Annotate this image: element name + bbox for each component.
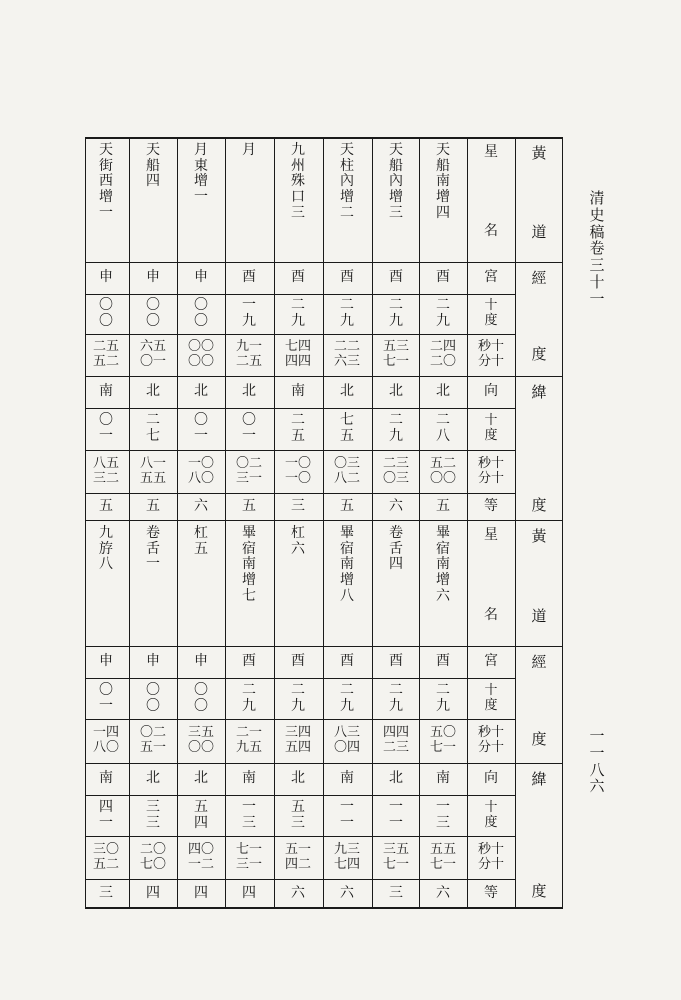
direction-cell: 南 — [99, 770, 113, 787]
direction-cell: 北 — [194, 770, 208, 787]
gong-cell: 申 — [194, 269, 208, 286]
magnitude-cell: 五 — [99, 497, 113, 514]
lat-degree-cell: 五 三 — [291, 798, 305, 831]
label-gong: 宮 — [484, 653, 498, 670]
lat-degree-cell: 二 五 — [291, 412, 305, 444]
label-deng: 等 — [484, 497, 498, 514]
label-wdu: 十 度 — [484, 413, 498, 443]
star-name-cell: 卷 舌 一 — [146, 525, 160, 573]
gong-cell: 酉 — [340, 269, 354, 286]
header-wei: 緯 — [531, 770, 547, 788]
magnitude-cell: 五 — [242, 497, 256, 514]
label-fm: 秒 分 十 十 — [477, 339, 505, 369]
gong-cell: 申 — [99, 269, 113, 286]
lon-degree-cell: 二 九 — [340, 681, 354, 714]
lat-minsec-cell: 五 七 五 一 — [429, 841, 457, 872]
magnitude-cell: 六 — [194, 497, 208, 514]
lat-minsec-cell: 〇 三 二 一 — [235, 455, 263, 486]
star-name-cell: 畢 宿 南 增 六 — [436, 525, 450, 604]
lon-minsec-cell: 四 二 四 三 — [382, 725, 410, 755]
lon-minsec-cell: 九 二 一 五 — [235, 339, 263, 369]
lon-minsec-cell: 二 二 四 〇 — [429, 339, 457, 369]
lon-degree-cell: 二 九 — [340, 297, 354, 329]
gong-cell: 酉 — [436, 269, 450, 286]
lat-degree-cell: 五 四 — [194, 798, 208, 831]
star-name-cell: 畢 宿 南 增 八 — [340, 525, 354, 604]
lon-minsec-cell: 〇 〇 〇 〇 — [187, 339, 215, 369]
label-wdu: 十 度 — [484, 799, 498, 830]
lon-degree-cell: 〇 〇 — [99, 297, 113, 329]
lon-minsec-cell: 一 八 四 〇 — [92, 725, 120, 755]
lon-minsec-cell: 七 四 四 四 — [284, 339, 312, 369]
lat-degree-cell: 一 三 — [436, 798, 450, 831]
page-number: 一 一 八 六 — [589, 727, 605, 796]
star-name-cell: 天 柱 內 增 二 — [340, 142, 354, 221]
lat-degree-cell: 二 八 — [436, 412, 450, 444]
lat-minsec-cell: 四 一 〇 二 — [187, 841, 215, 872]
margin-title: 清 史 稿 卷 三 十 一 — [589, 189, 605, 308]
star-name-cell: 卷 舌 四 — [389, 525, 403, 573]
direction-cell: 南 — [436, 770, 450, 787]
lon-degree-cell: 〇 〇 — [146, 681, 160, 714]
header-jing: 經 — [531, 653, 547, 671]
magnitude-cell: 六 — [436, 884, 450, 901]
magnitude-cell: 三 — [99, 884, 113, 901]
lon-degree-cell: 二 九 — [242, 681, 256, 714]
direction-cell: 北 — [242, 383, 256, 400]
star-name-cell: 天 船 內 增 三 — [389, 142, 403, 221]
lat-minsec-cell: 二 七 〇 〇 — [139, 841, 167, 872]
label-du: 十 度 — [484, 682, 498, 713]
lat-minsec-cell: 〇 八 三 二 — [333, 455, 361, 486]
direction-cell: 南 — [242, 770, 256, 787]
star-name-cell: 月 東 增 一 — [194, 142, 208, 206]
header-wei: 緯 — [531, 383, 547, 401]
direction-cell: 南 — [340, 770, 354, 787]
header-jingdu: 度 — [531, 345, 547, 363]
lat-minsec-cell: 八 五 一 五 — [139, 455, 167, 486]
gong-cell: 申 — [146, 269, 160, 286]
lat-minsec-cell: 三 五 〇 二 — [92, 841, 120, 872]
magnitude-cell: 五 — [146, 497, 160, 514]
lon-degree-cell: 二 九 — [436, 297, 450, 329]
lat-minsec-cell: 三 七 五 一 — [382, 841, 410, 872]
header-weidu: 度 — [531, 882, 547, 900]
lat-degree-cell: 一 一 — [340, 798, 354, 831]
label-name: 名 — [484, 223, 498, 239]
label-wfm: 秒 分 十 十 — [477, 841, 505, 872]
lat-degree-cell: 〇 一 — [99, 412, 113, 444]
lat-minsec-cell: 八 三 五 二 — [92, 455, 120, 486]
header-jingdu: 度 — [531, 730, 547, 748]
label-xiang: 向 — [484, 383, 498, 400]
label-star: 星 — [484, 144, 498, 160]
gong-cell: 酉 — [436, 653, 450, 670]
lat-minsec-cell: 五 〇 二 〇 — [429, 455, 457, 486]
gong-cell: 申 — [146, 653, 160, 670]
direction-cell: 北 — [146, 383, 160, 400]
gong-cell: 酉 — [291, 269, 305, 286]
lat-degree-cell: 〇 一 — [242, 412, 256, 444]
label-star: 星 — [484, 527, 498, 543]
direction-cell: 北 — [340, 383, 354, 400]
lon-minsec-cell: 五 七 〇 一 — [429, 725, 457, 755]
lon-minsec-cell: 三 五 四 四 — [284, 725, 312, 755]
gong-cell: 酉 — [340, 653, 354, 670]
lon-minsec-cell: 二 六 二 三 — [333, 339, 361, 369]
direction-cell: 南 — [291, 383, 305, 400]
lat-degree-cell: 四 一 — [99, 798, 113, 831]
direction-cell: 南 — [99, 383, 113, 400]
label-wfm: 秒 分 十 十 — [477, 455, 505, 486]
label-xiang: 向 — [484, 770, 498, 787]
star-name-cell: 九 州 殊 口 三 — [291, 142, 305, 221]
direction-cell: 北 — [389, 770, 403, 787]
gong-cell: 酉 — [389, 269, 403, 286]
gong-cell: 酉 — [389, 653, 403, 670]
lat-degree-cell: 二 九 — [389, 412, 403, 444]
gong-cell: 酉 — [242, 653, 256, 670]
lat-degree-cell: 〇 一 — [194, 412, 208, 444]
lat-minsec-cell: 一 八 〇 〇 — [187, 455, 215, 486]
lon-minsec-cell: 〇 五 二 一 — [139, 725, 167, 755]
lon-degree-cell: 二 九 — [436, 681, 450, 714]
gong-cell: 酉 — [242, 269, 256, 286]
header-dao: 道 — [531, 223, 547, 241]
header-huang: 黃 — [531, 527, 547, 545]
direction-cell: 北 — [436, 383, 450, 400]
star-name-cell: 畢 宿 南 增 七 — [242, 525, 256, 604]
lon-degree-cell: 二 九 — [291, 681, 305, 714]
lon-minsec-cell: 六 〇 五 一 — [139, 339, 167, 369]
lon-degree-cell: 〇 一 — [99, 681, 113, 714]
lon-degree-cell: 〇 〇 — [194, 297, 208, 329]
direction-cell: 北 — [389, 383, 403, 400]
magnitude-cell: 六 — [340, 884, 354, 901]
lat-degree-cell: 一 一 — [389, 798, 403, 831]
label-du: 十 度 — [484, 298, 498, 328]
label-fm: 秒 分 十 十 — [477, 725, 505, 755]
magnitude-cell: 五 — [436, 497, 450, 514]
lat-minsec-cell: 七 三 一 一 — [235, 841, 263, 872]
direction-cell: 北 — [146, 770, 160, 787]
lat-degree-cell: 一 三 — [242, 798, 256, 831]
label-deng: 等 — [484, 884, 498, 901]
magnitude-cell: 六 — [291, 884, 305, 901]
magnitude-cell: 三 — [389, 884, 403, 901]
star-name-cell: 天 船 四 — [146, 142, 160, 190]
lon-degree-cell: 〇 〇 — [194, 681, 208, 714]
lon-minsec-cell: 二 九 一 五 — [235, 725, 263, 755]
star-name-cell: 天 船 南 增 四 — [436, 142, 450, 221]
lon-degree-cell: 一 九 — [242, 297, 256, 329]
label-gong: 宮 — [484, 269, 498, 286]
lat-degree-cell: 三 三 — [146, 798, 160, 831]
lat-minsec-cell: 五 四 一 二 — [284, 841, 312, 872]
star-name-cell: 天 街 西 增 一 — [99, 142, 113, 221]
magnitude-cell: 四 — [194, 884, 208, 901]
lon-minsec-cell: 八 〇 三 四 — [333, 725, 361, 755]
gong-cell: 酉 — [291, 653, 305, 670]
direction-cell: 北 — [194, 383, 208, 400]
header-jing: 經 — [531, 269, 547, 287]
star-name-cell: 九 斿 八 — [99, 525, 113, 573]
header-huang: 黃 — [531, 144, 547, 162]
header-dao: 道 — [531, 607, 547, 625]
magnitude-cell: 四 — [146, 884, 160, 901]
lon-degree-cell: 二 九 — [389, 681, 403, 714]
gong-cell: 申 — [99, 653, 113, 670]
lat-degree-cell: 七 五 — [340, 412, 354, 444]
header-weidu: 度 — [531, 496, 547, 514]
lon-minsec-cell: 二 五 五 二 — [92, 339, 120, 369]
lon-minsec-cell: 三 〇 五 〇 — [187, 725, 215, 755]
magnitude-cell: 三 — [291, 497, 305, 514]
star-name-cell: 杠 五 — [194, 525, 208, 557]
magnitude-cell: 四 — [242, 884, 256, 901]
label-name: 名 — [484, 607, 498, 623]
lat-minsec-cell: 一 一 〇 〇 — [284, 455, 312, 486]
lon-degree-cell: 二 九 — [389, 297, 403, 329]
lon-minsec-cell: 五 七 三 一 — [382, 339, 410, 369]
lat-degree-cell: 二 七 — [146, 412, 160, 444]
star-name-cell: 杠 六 — [291, 525, 305, 557]
star-name-cell: 月 — [242, 142, 256, 158]
gong-cell: 申 — [194, 653, 208, 670]
lat-minsec-cell: 二 〇 三 三 — [382, 455, 410, 486]
lon-degree-cell: 二 九 — [291, 297, 305, 329]
lon-degree-cell: 〇 〇 — [146, 297, 160, 329]
direction-cell: 北 — [291, 770, 305, 787]
magnitude-cell: 六 — [389, 497, 403, 514]
lat-minsec-cell: 九 七 三 四 — [333, 841, 361, 872]
magnitude-cell: 五 — [340, 497, 354, 514]
